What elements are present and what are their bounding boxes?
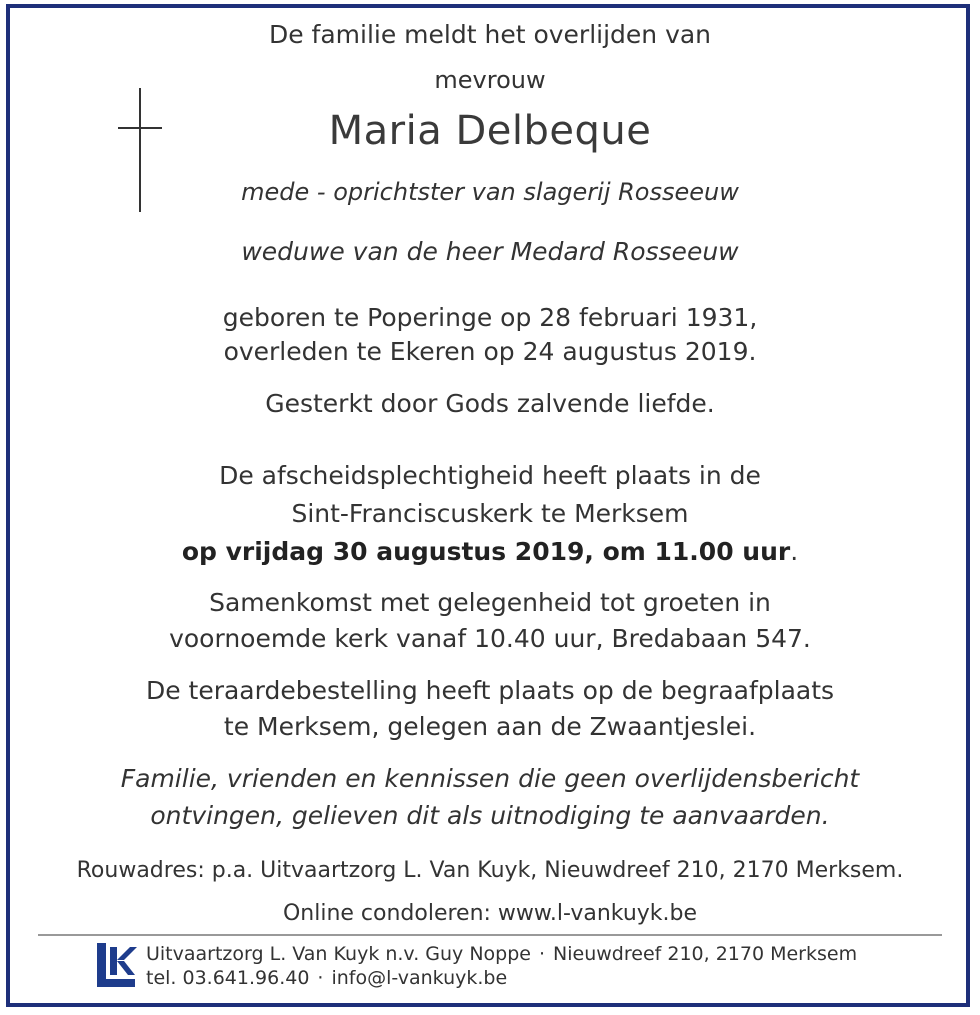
mourning-address: Rouwadres: p.a. Uitvaartzorg L. Van Kuyk, Nieuwdreef 210, 2170 Merksem. xyxy=(76,858,904,883)
ceremony-line-1: De afscheidsplechtigheid heeft plaats in de xyxy=(219,461,761,490)
faith-text: Gesterkt door Gods zalvende liefde. xyxy=(265,389,715,418)
ceremony-date-line xyxy=(0,537,980,566)
intro-text: De familie meldt het overlijden van xyxy=(268,20,712,49)
burial-line-2: te Merksem, gelegen aan de Zwaantjeslei. xyxy=(223,712,757,741)
footer-separator: · xyxy=(538,943,546,965)
footer-divider xyxy=(38,934,942,936)
widow-text: weduwe van de heer Medard Rosseeuw xyxy=(241,237,739,266)
company-phone: tel. 03.641.96.40 xyxy=(146,967,310,989)
company-email[interactable]: info@l-vankuyk.be xyxy=(331,967,508,989)
ceremony-date-period: . xyxy=(790,537,799,566)
footer-separator-2: · xyxy=(317,967,324,989)
ceremony-line-2: Sint-Franciscuskerk te Merksem xyxy=(291,499,689,528)
invite-line-1: Familie, vrienden en kennissen die geen overlijdensbericht xyxy=(120,764,860,793)
invite-line-2: ontvingen, gelieven dit als uitnodiging te aanvaarden. xyxy=(150,801,830,830)
company-street: Nieuwdreef 210, 2170 Merksem xyxy=(553,943,858,965)
company-name: Uitvaartzorg L. Van Kuyk n.v. Guy Noppe xyxy=(146,943,531,965)
deceased-role: mede - oprichtster van slagerij Rosseeuw xyxy=(241,178,739,206)
death-text: overleden te Ekeren op 24 augustus 2019. xyxy=(223,337,757,366)
footer-line-2 xyxy=(146,967,507,989)
gathering-line-2: voornoemde kerk vanaf 10.40 uur, Bredabaan 547. xyxy=(169,624,811,653)
online-condolences: Online condoleren: www.l-vankuyk.be xyxy=(282,901,698,926)
gathering-line-1: Samenkomst met gelegenheid tot groeten in xyxy=(209,588,771,617)
burial-line-1: De teraardebestelling heeft plaats op de begraafplaats xyxy=(145,676,835,705)
footer-line-1 xyxy=(146,943,857,965)
birth-text: geboren te Poperinge op 28 februari 1931, xyxy=(222,303,758,332)
ceremony-date: op vrijdag 30 augustus 2019, om 11.00 uur xyxy=(181,537,791,566)
honorific: mevrouw xyxy=(434,66,546,94)
deceased-name: Maria Delbeque xyxy=(328,108,652,154)
vankuyk-logo-icon xyxy=(97,943,137,987)
